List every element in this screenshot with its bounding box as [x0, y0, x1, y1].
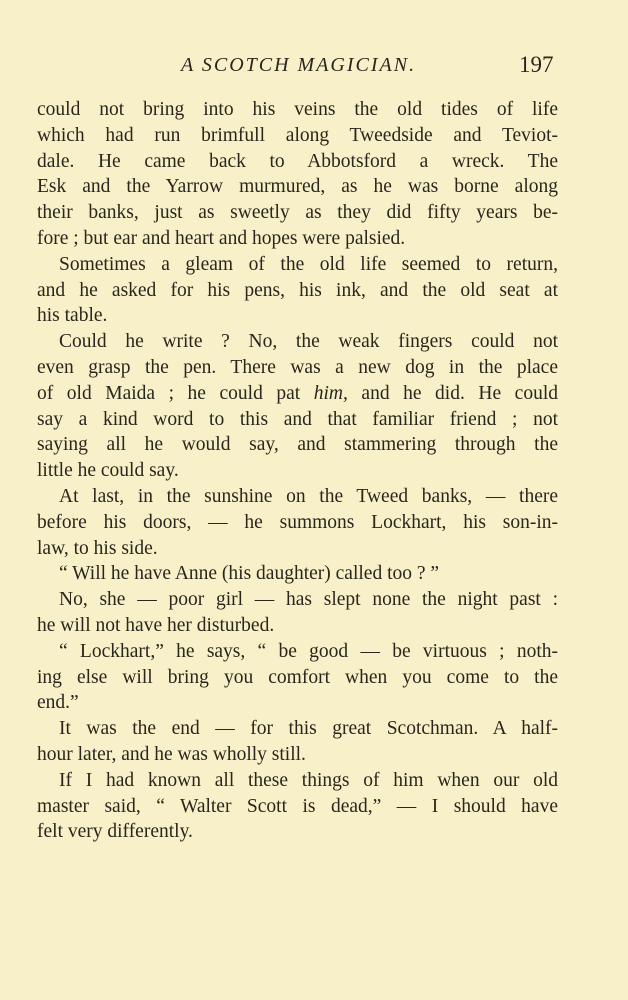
- text-line: “ Lockhart,” he says, “ be good — be virtuous ; noth-: [59, 640, 558, 662]
- text-line: Could he write ? No, the weak fingers could not: [59, 331, 558, 353]
- text-line: hour later, and he was wholly still.: [37, 743, 306, 765]
- text-line: end.”: [37, 692, 79, 714]
- text-line: even grasp the pen. There was a new dog in the place: [37, 356, 558, 378]
- emphasized-text: him,: [313, 382, 348, 404]
- text-line: law, to his side.: [37, 537, 158, 559]
- text-line: could not bring into his veins the old tides of life: [37, 99, 558, 120]
- text-line: their banks, just as sweetly as they did fifty years be-: [37, 202, 558, 224]
- text-line: dale. He came back to Abbotsford a wreck. The: [37, 150, 558, 172]
- text-line: No, she — poor girl — has slept none the night past :: [59, 589, 558, 611]
- text-line: ing else will bring you comfort when you come to the: [37, 666, 558, 688]
- text-line: “ Will he have Anne (his daughter) called too ? ”: [59, 563, 440, 585]
- text-line: before his doors, — he summons Lockhart, his son-in-: [37, 511, 558, 533]
- text-segment: and he did. He could: [347, 382, 558, 404]
- text-line: say a kind word to this and that familiar friend ; not: [37, 408, 558, 430]
- body-text: [37, 97, 558, 845]
- running-title: A SCOTCH MAGICIAN.: [181, 54, 417, 76]
- text-line: saying all he would say, and stammering through the: [37, 434, 558, 456]
- text-line: he will not have her disturbed.: [37, 614, 275, 636]
- text-line: It was the end — for this great Scotchman. A half-: [59, 718, 558, 740]
- text-line: [37, 381, 558, 407]
- running-header: [0, 50, 628, 80]
- text-line: little he could say.: [37, 460, 179, 482]
- text-line: and he asked for his pens, his ink, and the old seat at: [37, 279, 558, 301]
- text-segment: of old Maida ; he could pat: [37, 382, 301, 404]
- page-number: 197: [519, 52, 554, 77]
- text-line: Sometimes a gleam of the old life seemed to return,: [59, 253, 558, 275]
- text-line: If I had known all these things of him when our old: [59, 769, 558, 791]
- text-line: which had run brimfull along Tweedside and Teviot-: [37, 124, 558, 146]
- text-line: fore ; but ear and heart and hopes were palsied.: [37, 227, 406, 249]
- text-line: felt very differently.: [37, 821, 193, 843]
- text-line: At last, in the sunshine on the Tweed banks, — there: [59, 485, 558, 507]
- text-line: Esk and the Yarrow murmured, as he was borne along: [37, 176, 558, 198]
- text-line: master said, “ Walter Scott is dead,” — I should have: [37, 795, 558, 817]
- text-line: his table.: [37, 305, 108, 327]
